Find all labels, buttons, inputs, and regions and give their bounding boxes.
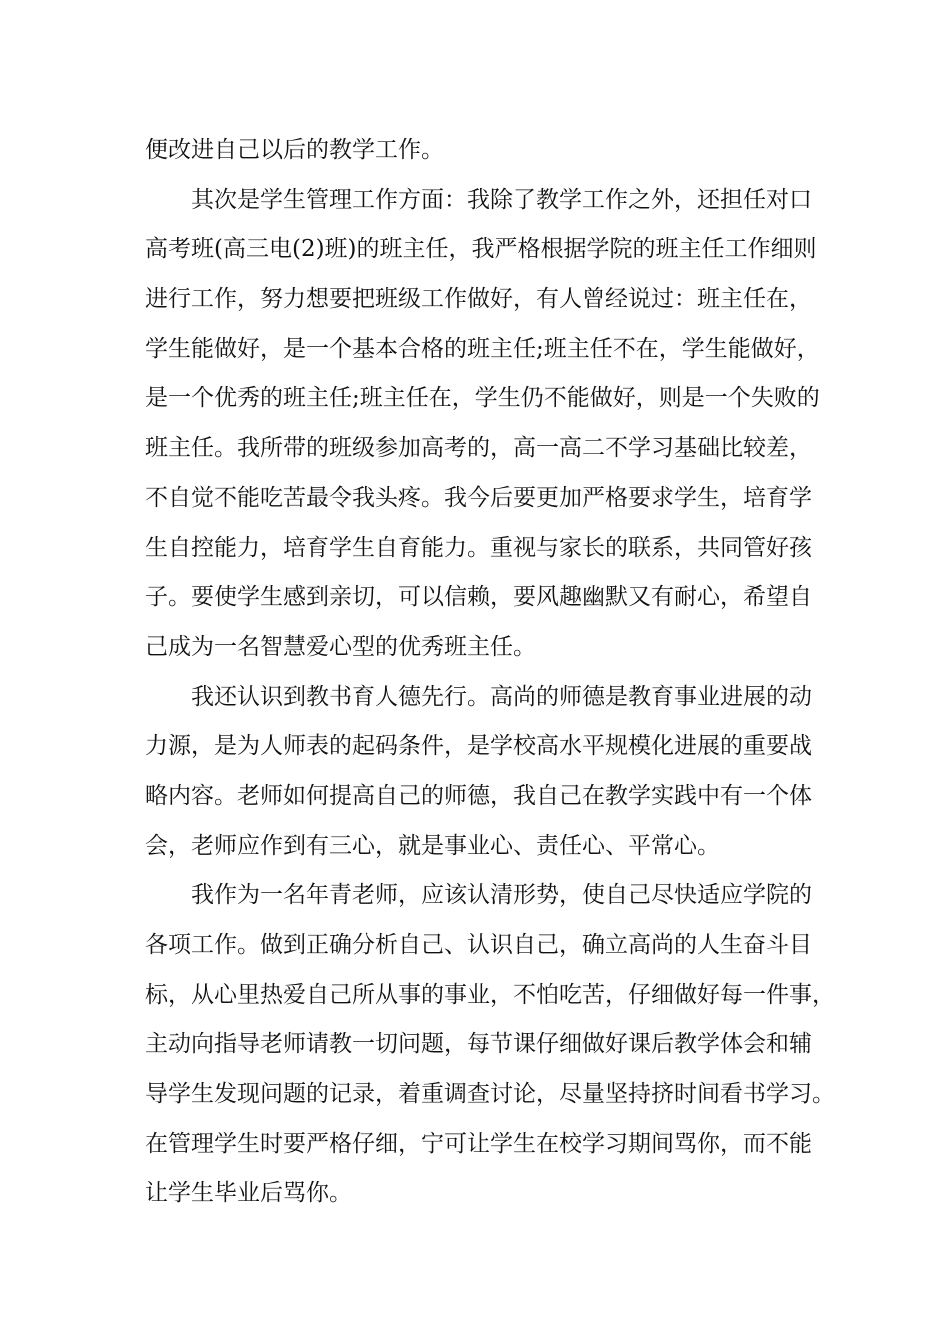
text-line: 导学生发现问题的记录，着重调查讨论，尽量坚持挤时间看书学习。 xyxy=(145,1081,835,1108)
text-line: 进行工作，努力想要把班级工作做好，有人曾经说过：班主任在， xyxy=(145,286,812,313)
document-body xyxy=(145,126,835,1219)
text-line: 我还认识到教书育人德先行。高尚的师德是教育事业进展的动 xyxy=(191,683,812,710)
text-line: 我作为一名年青老师，应该认清形势，使自己尽快适应学院的 xyxy=(191,882,812,909)
text-line: 学生能做好，是一个基本合格的班主任;班主任不在，学生能做好， xyxy=(145,335,820,362)
text-line: 生自控能力，培育学生自育能力。重视与家长的联系，共同管好孩 xyxy=(145,534,812,561)
text-line: 各项工作。做到正确分析自己、认识自己，确立高尚的人生奋斗目 xyxy=(145,932,812,958)
text-line: 在管理学生时要严格仔细，宁可让学生在校学习期间骂你，而不能 xyxy=(145,1130,812,1157)
text-line: 是一个优秀的班主任;班主任在，学生仍不能做好，则是一个失败的 xyxy=(145,385,820,412)
text-line: 让学生毕业后骂你。 xyxy=(145,1180,352,1207)
text-line: 标，从心里热爱自己所从事的事业，不怕吃苦，仔细做好每一件事， xyxy=(145,981,835,1008)
text-line: 高考班(高三电(2)班)的班主任，我严格根据学院的班主任工作细则 xyxy=(145,236,817,263)
text-line: 子。要使学生感到亲切，可以信赖，要风趣幽默又有耐心，希望自 xyxy=(145,584,812,611)
text-line: 其次是学生管理工作方面：我除了教学工作之外，还担任对口 xyxy=(191,186,812,213)
text-line: 班主任。我所带的班级参加高考的，高一高二不学习基础比较差， xyxy=(145,435,812,462)
text-line: 己成为一名智慧爱心型的优秀班主任。 xyxy=(145,633,536,660)
text-line: 不自觉不能吃苦最令我头疼。我今后要更加严格要求学生，培育学 xyxy=(145,484,812,511)
text-line: 略内容。老师如何提高自己的师德，我自己在教学实践中有一个体 xyxy=(145,782,812,809)
text-line: 力源，是为人师表的起码条件，是学校高水平规模化进展的重要战 xyxy=(145,733,812,760)
text-line: 便改进自己以后的教学工作。 xyxy=(145,137,444,163)
text-line: 主动向指导老师请教一切问题，每节课仔细做好课后教学体会和辅 xyxy=(145,1031,812,1058)
text-line: 会，老师应作到有三心，就是事业心、责任心、平常心。 xyxy=(145,832,720,859)
